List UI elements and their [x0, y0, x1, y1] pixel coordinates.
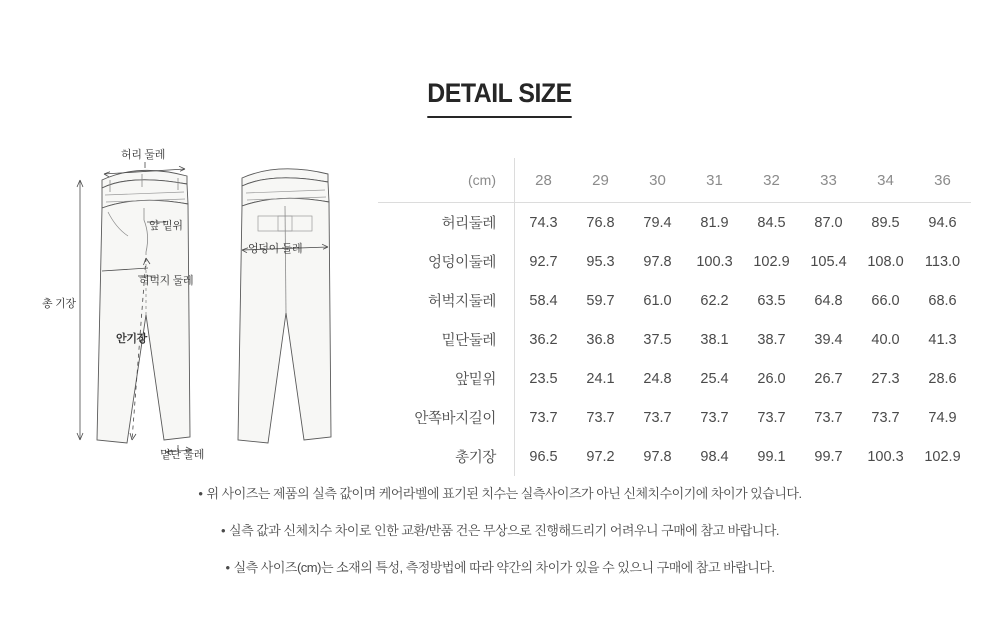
- measure-cell: 97.8: [643, 253, 672, 270]
- measure-cell: 73.7: [757, 409, 786, 426]
- measure-cell: 94.6: [928, 214, 957, 231]
- measure-cell: 89.5: [871, 214, 900, 231]
- measure-cell: 102.9: [924, 448, 961, 465]
- measure-cell: 73.7: [529, 409, 558, 426]
- measure-cell: 24.1: [586, 370, 615, 387]
- page-title: [0, 78, 1000, 118]
- measure-cell: 99.1: [757, 448, 786, 465]
- measure-cell: 76.8: [586, 214, 615, 231]
- measure-cell: 26.7: [814, 370, 843, 387]
- measure-cell: 92.7: [529, 253, 558, 270]
- size-column-header: 31: [686, 158, 743, 203]
- table-row: [378, 359, 971, 398]
- measure-cell: 36.8: [586, 331, 615, 348]
- size-column-header: 28: [515, 158, 573, 203]
- size-table-header: [378, 158, 971, 203]
- size-column-header: 29: [572, 158, 629, 203]
- measure-cell: 97.2: [586, 448, 615, 465]
- row-label: 엉덩이둘레: [378, 242, 515, 281]
- measure-cell: 68.6: [928, 292, 957, 309]
- measure-cell: 66.0: [871, 292, 900, 309]
- label-inseam: 안기장: [116, 333, 147, 345]
- bullet-icon: •: [220, 523, 226, 538]
- measure-cell: 38.7: [757, 331, 786, 348]
- measure-cell: 73.7: [871, 409, 900, 426]
- row-label: 총기장: [378, 437, 515, 476]
- measure-cell: 59.7: [586, 292, 615, 309]
- measure-cell: 39.4: [814, 331, 843, 348]
- measure-cell: 28.6: [928, 370, 957, 387]
- label-hem: 밑단 둘레: [160, 449, 205, 461]
- measure-cell: 105.4: [810, 253, 847, 270]
- measure-cell: 73.7: [643, 409, 672, 426]
- measure-cell: 62.2: [700, 292, 729, 309]
- measure-cell: 23.5: [529, 370, 558, 387]
- measure-cell: 81.9: [700, 214, 729, 231]
- table-row: [378, 398, 971, 437]
- measure-cell: 26.0: [757, 370, 786, 387]
- measure-cell: 96.5: [529, 448, 558, 465]
- size-column-header: 33: [800, 158, 857, 203]
- table-row: [378, 320, 971, 359]
- measure-cell: 84.5: [757, 214, 786, 231]
- table-row: [378, 437, 971, 476]
- size-column-header: 30: [629, 158, 686, 203]
- bullet-icon: •: [198, 486, 203, 501]
- note-text: 위 사이즈는 제품의 실측 값이며 케어라벨에 표기된 치수는 실측사이즈가 아닌 신체치수이기에 차이가 있습니다.: [206, 486, 802, 501]
- note-item: [0, 557, 1000, 576]
- size-column-header: 32: [743, 158, 800, 203]
- bullet-icon: •: [225, 560, 230, 575]
- measure-cell: 73.7: [814, 409, 843, 426]
- note-item: [0, 520, 1000, 539]
- size-column-header: 36: [914, 158, 971, 203]
- label-front-rise: 앞 밑위: [149, 220, 183, 232]
- measure-cell: 98.4: [700, 448, 729, 465]
- measure-cell: 87.0: [814, 214, 843, 231]
- pants-measurement-illustration: [20, 140, 380, 470]
- measure-cell: 25.4: [700, 370, 729, 387]
- note-item: [0, 483, 1000, 502]
- size-table-body: [378, 203, 971, 477]
- measure-cell: 40.0: [871, 331, 900, 348]
- table-header-row: [378, 158, 971, 203]
- measure-cell: 41.3: [928, 331, 957, 348]
- measure-cell: 58.4: [529, 292, 558, 309]
- label-total-length: 총 기장: [42, 298, 76, 310]
- measure-cell: 61.0: [643, 292, 672, 309]
- label-hip: 엉덩이 둘레: [248, 243, 303, 255]
- measure-cell: 63.5: [757, 292, 786, 309]
- unit-label: (cm): [378, 158, 515, 203]
- measure-cell: 97.8: [643, 448, 672, 465]
- measure-cell: 102.9: [753, 253, 790, 270]
- row-label: 허벅지둘레: [378, 281, 515, 320]
- measure-cell: 99.7: [814, 448, 843, 465]
- measure-cell: 108.0: [867, 253, 904, 270]
- measure-cell: 100.3: [696, 253, 733, 270]
- measure-cell: 74.3: [529, 214, 558, 231]
- measure-cell: 64.8: [814, 292, 843, 309]
- size-column-header: 34: [857, 158, 914, 203]
- row-label: 안쪽바지길이: [378, 398, 515, 437]
- row-label: 허리둘레: [378, 203, 515, 243]
- size-table: [378, 158, 971, 476]
- row-label: 밑단둘레: [378, 320, 515, 359]
- measure-cell: 113.0: [924, 253, 961, 270]
- table-row: [378, 281, 971, 320]
- note-text: 실측 사이즈(cm)는 소재의 특성, 측정방법에 따라 약간의 차이가 있을 수 있으니 구매에 참고 바랍니다.: [233, 560, 775, 575]
- measure-cell: 74.9: [928, 409, 957, 426]
- measure-cell: 73.7: [700, 409, 729, 426]
- table-row: [378, 203, 971, 243]
- measure-cell: 100.3: [867, 448, 904, 465]
- label-waist: 허리 둘레: [121, 149, 166, 161]
- page-title-text: DETAIL SIZE: [428, 78, 572, 118]
- measure-cell: 95.3: [586, 253, 615, 270]
- measure-cell: 24.8: [643, 370, 672, 387]
- table-row: [378, 242, 971, 281]
- measure-cell: 38.1: [700, 331, 729, 348]
- measure-cell: 37.5: [643, 331, 672, 348]
- notes-section: [0, 483, 1000, 594]
- measure-cell: 73.7: [586, 409, 615, 426]
- note-text: 실측 값과 신체치수 차이로 인한 교환/반품 건은 무상으로 진행해드리기 어려우니 구매에 참고 바랍니다.: [229, 523, 780, 538]
- measure-cell: 27.3: [871, 370, 900, 387]
- row-label: 앞밑위: [378, 359, 515, 398]
- label-thigh: 허벅지 둘레: [139, 275, 194, 287]
- measure-cell: 36.2: [529, 331, 558, 348]
- measure-cell: 79.4: [643, 214, 672, 231]
